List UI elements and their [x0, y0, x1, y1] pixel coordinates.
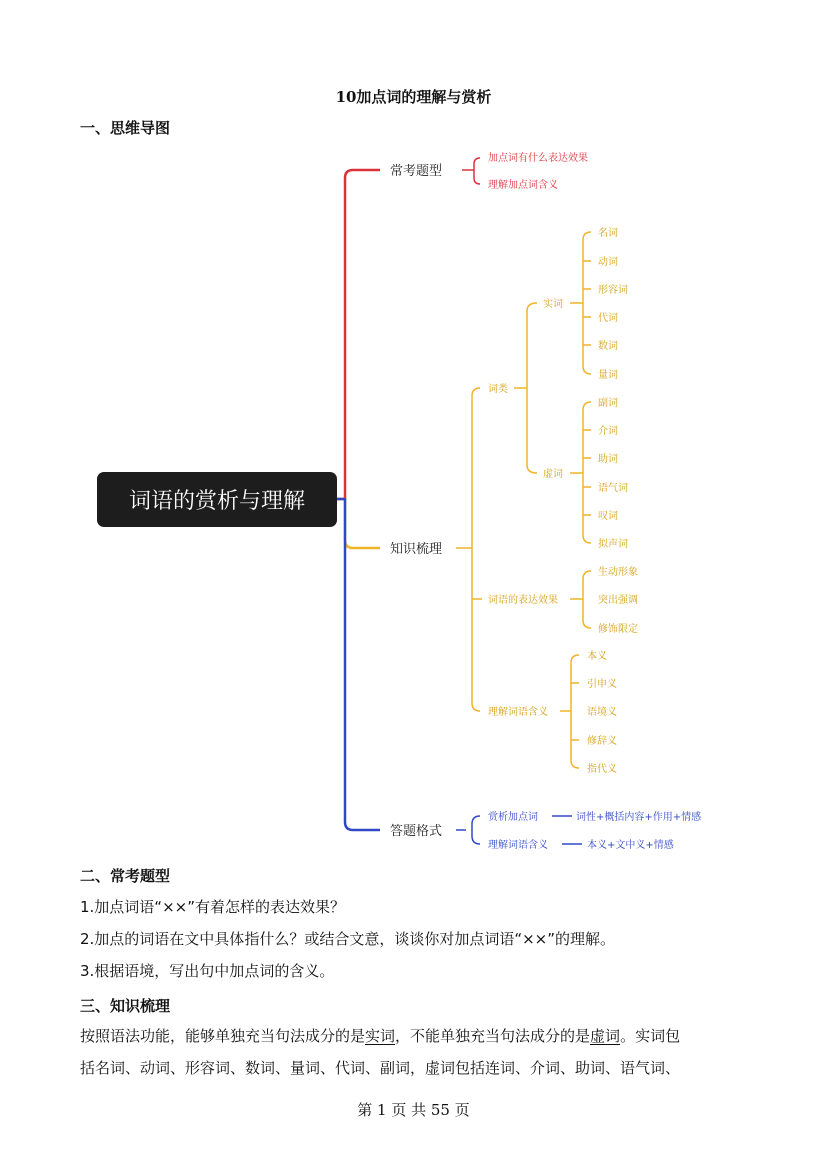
- leaf-meaning-1: 引申义: [587, 679, 617, 690]
- leaf-xuci-0: 副词: [598, 398, 618, 409]
- leaf-shici-0: 名词: [598, 228, 618, 239]
- leaf-dati-label-1: 理解词语含义: [488, 840, 548, 851]
- leaf-xuci-3: 语气词: [598, 483, 628, 494]
- leaf-meaning-0: 本义: [587, 651, 607, 662]
- leaf-effect-1: 突出强调: [598, 595, 638, 606]
- underlined-shici: 实词: [365, 1027, 396, 1045]
- branch-dati-label: 答题格式: [390, 824, 443, 839]
- page-footer: 第 1 页 共 55 页: [357, 1101, 470, 1119]
- question-1: 1.加点词语“××”有着怎样的表达效果？: [80, 898, 345, 916]
- page-title: 10加点词的理解与赏析: [335, 88, 492, 106]
- branch-changkao-label: 常考题型: [390, 164, 443, 179]
- knowledge-paragraph-line-1: [80, 1027, 750, 1045]
- question-3: 3.根据语境，写出句中加点词的含义。: [80, 962, 335, 980]
- leaf-xuci-2: 助词: [598, 454, 618, 465]
- leaf-xuci-4: 叹词: [598, 511, 618, 522]
- leaf-dati-formula-1: 本义+文中义+情感: [587, 840, 674, 851]
- leaf-shici-4: 数词: [598, 341, 618, 352]
- leaf-xuci-1: 介词: [598, 426, 618, 437]
- node-meaning: 理解词语含义: [488, 707, 548, 718]
- leaf-meaning-4: 指代义: [587, 764, 617, 775]
- leaf-meaning-3: 修辞义: [587, 736, 617, 747]
- leaf-dati-formula-0: 词性+概括内容+作用+情感: [576, 812, 702, 823]
- underlined-xuci: 虚词: [590, 1027, 621, 1045]
- leaf-dati-label-0: 赏析加点词: [488, 812, 538, 823]
- node-effect: 词语的表达效果: [488, 595, 558, 606]
- branch-zhishi-label: 知识梳理: [390, 542, 443, 557]
- leaf-effect-0: 生动形象: [598, 567, 638, 578]
- text-segment: ，不能单独充当句法成分的是: [395, 1027, 591, 1045]
- leaf-changkao-1: 加点词有什么表达效果: [488, 153, 588, 164]
- leaf-shici-1: 动词: [598, 257, 618, 268]
- leaf-effect-2: 修饰限定: [598, 624, 638, 635]
- node-xuci: 虚词: [543, 469, 563, 480]
- root-node-label: 词语的赏析与理解: [128, 489, 306, 514]
- section-heading-knowledge: 三、知识梳理: [80, 997, 171, 1015]
- leaf-xuci-5: 拟声词: [598, 539, 628, 550]
- yellow-branch-line: [337, 499, 380, 548]
- node-cilei: 词类: [488, 384, 508, 395]
- leaf-shici-3: 代词: [598, 313, 618, 324]
- red-branch-line: [337, 170, 380, 499]
- text-segment: 按照语法功能，能够单独充当句法成分的是: [80, 1027, 366, 1045]
- leaf-meaning-2: 语境义: [587, 707, 617, 718]
- section-heading-mindmap: 一、思维导图: [80, 119, 171, 137]
- section-heading-questions: 二、常考题型: [80, 867, 171, 885]
- node-shici: 实词: [543, 299, 563, 310]
- leaf-shici-5: 量词: [598, 370, 618, 381]
- text-segment: 。实词包: [620, 1027, 681, 1045]
- leaf-changkao-2: 理解加点词含义: [488, 180, 558, 191]
- question-2: 2.加点的词语在文中具体指什么？或结合文意，谈谈你对加点词语“××”的理解。: [80, 930, 615, 948]
- knowledge-paragraph-line-2: 括名词、动词、形容词、数词、量词、代词、副词，虚词包括连词、介词、助词、语气词、: [80, 1059, 681, 1077]
- leaf-shici-2: 形容词: [598, 285, 628, 296]
